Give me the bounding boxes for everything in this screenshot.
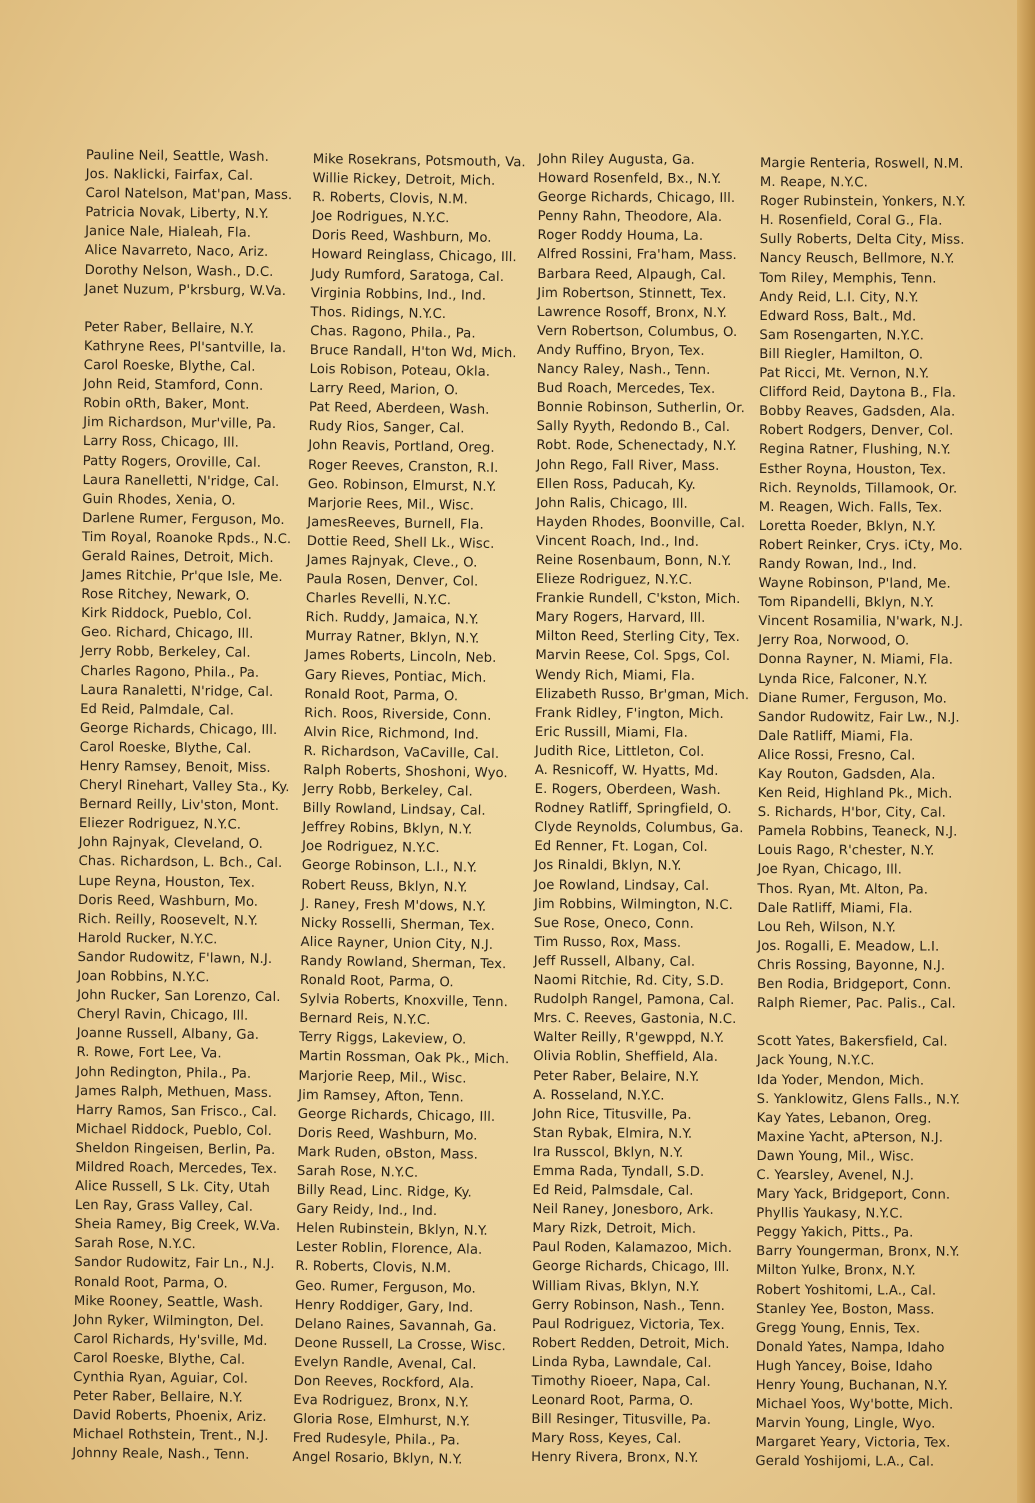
- list-item: Gerry Robinson, Nash., Tenn.: [531, 1297, 726, 1314]
- list-item: Joe Rowland, Lindsay, Cal.: [534, 877, 710, 894]
- list-item: Roger Rubinstein, Yonkers, N.Y.: [759, 194, 966, 210]
- list-item: Mary Yack, Bridgeport, Conn.: [756, 1187, 951, 1203]
- list-item: Robt. Rode, Schenectady, N.Y.: [536, 438, 737, 455]
- list-item: John Rice, Titusville, Pa.: [532, 1106, 692, 1123]
- list-item: Joe Ryan, Chicago, Ill.: [757, 862, 902, 878]
- list-item: Rudolph Rangel, Pamona, Cal.: [533, 992, 735, 1009]
- list-item: Alice Rossi, Fresno, Cal.: [757, 747, 916, 764]
- list-item: Judy Rumford, Saratoga, Cal.: [310, 266, 505, 285]
- list-item: Robert Yoshitomi, L.A., Cal.: [756, 1282, 937, 1299]
- list-item: Margie Renteria, Roswell, N.M.: [759, 155, 964, 172]
- group-spacer: [84, 299, 320, 321]
- list-item: Geo. Rumer, Ferguson, Mo.: [295, 1278, 476, 1297]
- list-item: Loretta Roeder, Bklyn, N.Y.: [758, 518, 937, 535]
- list-item: Roger Roddy Houma, La.: [537, 228, 704, 245]
- list-item: Kirk Riddock, Pueblo, Col.: [81, 606, 253, 624]
- list-item: Dawn Young, Mil., Wisc.: [756, 1148, 915, 1165]
- list-item: Peggy Yakich, Pitts., Pa.: [756, 1225, 914, 1241]
- list-item: Gerald Raines, Detroit, Mich.: [81, 548, 274, 566]
- list-item: Elizabeth Russo, Br'gman, Mich.: [535, 686, 750, 703]
- list-item: Jos Rinaldi, Bklyn, N.Y.: [534, 858, 682, 875]
- list-item: Olivia Roblin, Sheffield, Ala.: [533, 1049, 719, 1066]
- list-item: Howard Rosenfeld, Bx., N.Y.: [537, 171, 722, 188]
- list-item: Gary Rieves, Pontiac, Mich.: [304, 667, 487, 686]
- list-item: Wayne Robinson, P'land, Me.: [758, 576, 951, 592]
- list-item: Robert Reinker, Crys. iCty, Mo.: [758, 537, 963, 554]
- list-item: Nancy Raley, Nash., Tenn.: [536, 362, 711, 378]
- list-item: Evelyn Randle, Avenal, Cal.: [293, 1354, 477, 1373]
- list-item: Hayden Rhodes, Boonville, Cal.: [536, 514, 746, 531]
- list-item: Janice Nale, Hialeah, Fla.: [85, 224, 252, 242]
- list-item: Ida Yoder, Mendon, Mich.: [756, 1072, 925, 1089]
- list-item: Mike Rosekrans, Potsmouth, Va.: [312, 151, 526, 171]
- list-item: Alice Rayner, Union City, N.J.: [300, 934, 494, 953]
- list-item: Judith Rice, Littleton, Col.: [534, 743, 705, 760]
- list-item: Rich. Roos, Riverside, Conn.: [304, 705, 492, 724]
- list-item: George Richards, Chicago, Ill.: [532, 1259, 730, 1276]
- list-item: Henry Rivera, Bronx, N.Y.: [531, 1450, 699, 1467]
- list-item: Emma Rada, Tyndall, S.D.: [532, 1163, 705, 1180]
- list-item: Ed Renner, Ft. Logan, Col.: [534, 839, 708, 856]
- list-item: Jerry Robb, Berkeley, Cal.: [302, 782, 474, 800]
- list-item: Ben Rodia, Bridgeport, Conn.: [757, 977, 952, 993]
- list-item: Ellen Ross, Paducah, Ky.: [536, 476, 696, 493]
- list-item: Regina Ratner, Flushing, N.Y.: [758, 442, 951, 459]
- list-item: R. Rowe, Fort Lee, Va.: [76, 1045, 222, 1062]
- list-item: R. Roberts, Clovis, N.M.: [295, 1259, 452, 1277]
- list-item: Naomi Ritchie, Rd. City, S.D.: [533, 973, 725, 990]
- list-item: Harold Rucker, N.Y.C.: [77, 930, 218, 948]
- list-item: Charles Ragono, Phila., Pa.: [80, 663, 260, 681]
- list-item: Carol Roeske, Blythe, Cal.: [83, 358, 256, 375]
- list-item: Carol Roeske, Blythe, Cal.: [73, 1350, 246, 1368]
- list-item: John Reavis, Portland, Oreg.: [308, 438, 495, 457]
- list-item: Len Ray, Grass Valley, Cal.: [74, 1198, 254, 1215]
- list-item: Ronald Root, Parma, O.: [304, 686, 459, 704]
- list-item: Frankie Rundell, C'kston, Mich.: [535, 591, 741, 608]
- list-item: Michael Yoos, Wy'botte, Mich.: [755, 1397, 954, 1413]
- list-item: Laura Ranelletti, N'ridge, Cal.: [82, 472, 280, 490]
- list-item: Sandor Rudowitz, F'lawn, N.J.: [77, 949, 273, 967]
- list-item: Mary Rogers, Harvard, Ill.: [535, 610, 706, 627]
- list-item: Janet Nuzum, P'krsburg, W.Va.: [84, 281, 287, 299]
- list-item: A. Rosseland, N.Y.C.: [533, 1087, 665, 1104]
- list-item: Bill Riegler, Hamilton, O.: [759, 346, 924, 363]
- list-item: Jerry Roa, Norwood, O.: [758, 633, 910, 649]
- list-item: Andy Reid, L.I. City, N.Y.: [759, 289, 919, 306]
- list-item: John Redington, Phila., Pa.: [76, 1064, 252, 1082]
- list-item: Jeff Russell, Albany, Cal.: [533, 953, 696, 970]
- list-item: Mary Ross, Keyes, Cal.: [531, 1431, 682, 1448]
- list-item: Rose Ritchey, Newark, O.: [81, 587, 250, 604]
- list-item: Paul Roden, Kalamazoo, Mich.: [532, 1240, 733, 1257]
- list-item: Henry Young, Buchanan, N.Y.: [755, 1377, 948, 1394]
- list-item: Sandor Rudowitz, Fair Ln., N.J.: [74, 1255, 275, 1273]
- list-item: Sarah Rose, N.Y.C.: [296, 1163, 419, 1181]
- list-item: Eric Russill, Miami, Fla.: [534, 724, 688, 741]
- list-item: Penny Rahn, Theodore, Ala.: [537, 209, 723, 226]
- list-item: Patricia Novak, Liberty, N.Y.: [85, 205, 269, 223]
- list-item: Mike Rooney, Seattle, Wash.: [73, 1293, 264, 1311]
- list-item: Andy Ruffino, Bryon, Tex.: [536, 342, 705, 359]
- list-item: Larry Ross, Chicago, Ill.: [82, 434, 240, 452]
- list-item: Bernard Reis, N.Y.C.: [299, 1011, 431, 1029]
- list-item: Bobby Reaves, Gadsden, Ala.: [759, 404, 956, 420]
- list-item: Michael Riddock, Pueblo, Col.: [75, 1121, 273, 1139]
- list-item: Geo. Robinson, Elmurst, N.Y.: [307, 476, 497, 495]
- list-item: J. Raney, Fresh M'dows, N.Y.: [301, 896, 487, 915]
- list-item: Peter Raber, Bellaire, N.Y.: [72, 1389, 243, 1406]
- list-item: Carol Natelson, Mat'pan, Mass.: [85, 186, 293, 204]
- list-item: John Rajnyak, Cleveland, O.: [78, 835, 264, 853]
- list-item: Eliezer Rodriguez, N.Y.C.: [78, 816, 242, 833]
- list-item: Margaret Yeary, Victoria, Tex.: [755, 1435, 951, 1451]
- list-item: Martin Rossman, Oak Pk., Mich.: [298, 1049, 510, 1068]
- list-item: Sarah Rose, N.Y.C.: [74, 1236, 196, 1253]
- list-item: Cynthia Ryan, Aguiar, Col.: [73, 1369, 249, 1387]
- list-item: Ed Reid, Palmdale, Cal.: [80, 701, 235, 719]
- list-item: Mrs. C. Reeves, Gastonia, N.C.: [533, 1011, 737, 1028]
- list-item: Joe Rodrigues, N.Y.C.: [311, 209, 450, 227]
- list-item: Murray Ratner, Bklyn, N.Y.: [305, 629, 480, 648]
- list-item: JamesReeves, Burnell, Fla.: [307, 514, 484, 533]
- list-item: Rich. Reynolds, Tillamook, Or.: [758, 480, 958, 497]
- list-item: Tom Riley, Memphis, Tenn.: [759, 270, 937, 287]
- list-item: Bruce Randall, H'ton Wd, Mich.: [309, 342, 517, 362]
- list-item: Charles Revelli, N.Y.C.: [305, 591, 452, 609]
- list-item: Sheia Ramey, Big Creek, W.Va.: [74, 1217, 281, 1235]
- list-item: Robin oRth, Baker, Mont.: [83, 396, 250, 413]
- list-item: S. Yanklowitz, Glens Falls., N.Y.: [756, 1091, 961, 1108]
- list-item: Howard Reinglass, Chicago, Ill.: [311, 247, 517, 266]
- list-item: Vincent Rosamilia, N'wark, N.J.: [758, 614, 964, 630]
- list-item: Sandor Rudowitz, Fair Lw., N.J.: [758, 709, 960, 726]
- list-item: George Richards, Chicago, Ill.: [537, 190, 736, 207]
- list-item: Cheryl Ravin, Chicago, Ill.: [76, 1007, 249, 1024]
- list-item: Sue Rose, Oneco, Conn.: [533, 915, 694, 932]
- list-item: Rodney Ratliff, Springfield, O.: [534, 801, 732, 818]
- list-item: M. Reape, N.Y.C.: [759, 175, 868, 191]
- list-item: Ronald Root, Parma, O.: [299, 972, 454, 991]
- list-item: C. Yearsley, Avenel, N.J.: [756, 1167, 915, 1184]
- list-item: Walter Reilly, R'gewppd, N.Y.: [533, 1030, 725, 1047]
- list-item: Geo. Richard, Chicago, Ill.: [80, 625, 254, 643]
- name-column-4: [755, 154, 996, 1472]
- list-item: Tim Royal, Roanoke Rpds., N.C.: [81, 529, 292, 548]
- list-item: Elieze Rodriguez, N.Y.C.: [535, 572, 693, 588]
- list-item: John Reid, Stamford, Conn.: [83, 377, 264, 394]
- list-item: Gregg Young, Ennis, Tex.: [755, 1320, 921, 1337]
- list-item: Sheldon Ringeisen, Berlin, Pa.: [75, 1140, 276, 1158]
- list-item: Chas. Ragono, Phila., Pa.: [310, 323, 476, 342]
- list-item: Kay Yates, Lebanon, Oreg.: [756, 1110, 932, 1127]
- list-item: Jack Young, N.Y.C.: [756, 1053, 875, 1069]
- list-item: Joe Rodriguez, N.Y.C.: [301, 839, 440, 857]
- list-item: Milton Yulke, Bronx, N.Y.: [756, 1263, 916, 1279]
- list-item: Linda Ryba, Lawndale, Cal.: [531, 1354, 712, 1371]
- list-item: James Ralph, Methuen, Mass.: [76, 1083, 273, 1101]
- list-item: Nicky Rosselli, Sherman, Tex.: [300, 915, 496, 934]
- list-item: John Rucker, San Lorenzo, Cal.: [77, 988, 281, 1006]
- list-item: John Rego, Fall River, Mass.: [536, 457, 720, 474]
- list-item: Peter Raber, Bellaire, N.Y.: [84, 319, 255, 337]
- list-item: James Ritchie, Pr'que Isle, Me.: [81, 568, 283, 586]
- list-item: Lois Robison, Poteau, Okla.: [309, 362, 491, 380]
- list-item: Phyllis Yaukasy, N.Y.C.: [756, 1206, 904, 1222]
- list-item: Hugh Yancey, Boise, Idaho: [755, 1358, 933, 1375]
- list-item: Clifford Reid, Daytona B., Fla.: [759, 385, 957, 401]
- list-item: Jim Ramsey, Afton, Tenn.: [298, 1087, 465, 1106]
- list-item: Edward Ross, Balt., Md.: [759, 308, 917, 325]
- list-item: Ed Reid, Palmsdale, Cal.: [532, 1183, 694, 1199]
- list-item: Tim Russo, Rox, Mass.: [533, 934, 682, 951]
- list-item: Robert Rodgers, Denver, Col.: [759, 423, 954, 439]
- list-item: James Rajnyak, Cleve., O.: [306, 552, 478, 571]
- list-item: John Ryker, Wilmington, Del.: [73, 1312, 265, 1330]
- list-item: Mildred Roach, Mercedes, Tex.: [75, 1159, 278, 1178]
- list-item: Jerry Robb, Berkeley, Cal.: [80, 644, 251, 662]
- list-item: Larry Reed, Marion, O.: [309, 381, 459, 399]
- list-item: Marvin Young, Lingle, Wyo.: [755, 1416, 936, 1432]
- list-item: R. Roberts, Clovis, N.M.: [312, 190, 469, 208]
- list-item: Robert Redden, Detroit, Mich.: [531, 1335, 730, 1352]
- list-item: Rich. Ruddy, Jamaica, N.Y.: [305, 610, 479, 628]
- list-item: George Richards, Chicago, Ill.: [297, 1106, 496, 1125]
- list-item: Jim Robertson, Stinnett, Tex.: [537, 285, 727, 302]
- list-item: Johnny Reale, Nash., Tenn.: [72, 1446, 250, 1464]
- list-item: Neil Raney, Jonesboro, Ark.: [532, 1202, 714, 1219]
- list-item: Paul Rodriguez, Victoria, Tex.: [531, 1316, 725, 1333]
- list-item: Doris Reed, Washburn, Mo.: [297, 1125, 478, 1144]
- list-item: Sully Roberts, Delta City, Miss.: [759, 232, 965, 249]
- list-item: Virginia Robbins, Ind., Ind.: [310, 285, 487, 304]
- list-item: Ralph Roberts, Shoshoni, Wyo.: [303, 762, 508, 782]
- list-item: A. Resnicoff, W. Hyatts, Md.: [534, 762, 719, 779]
- list-item: Kay Routon, Gadsden, Ala.: [757, 766, 936, 783]
- list-item: Billy Rowland, Lindsay, Cal.: [302, 801, 486, 819]
- list-item: Gerald Yoshijomi, L.A., Cal.: [755, 1454, 935, 1470]
- list-item: Stanley Yee, Boston, Mass.: [755, 1301, 935, 1318]
- list-item: Dorothy Nelson, Wash., D.C.: [84, 262, 274, 280]
- list-item: Laura Ranaletti, N'ridge, Cal.: [80, 682, 274, 700]
- list-item: Leonard Root, Parma, O.: [531, 1393, 694, 1409]
- list-item: Joanne Russell, Albany, Ga.: [76, 1026, 260, 1044]
- list-item: Sam Rosengarten, N.Y.C.: [759, 327, 925, 344]
- list-item: Helen Rubinstein, Bklyn, N.Y.: [295, 1221, 488, 1240]
- list-item: Don Reeves, Rockford, Ala.: [293, 1373, 475, 1392]
- list-item: Gary Reidy, Ind., Ind.: [296, 1202, 438, 1220]
- list-item: Alice Navarreto, Naco, Ariz.: [84, 243, 269, 261]
- list-item: Angel Rosario, Bklyn, N.Y.: [292, 1450, 463, 1468]
- list-item: Scott Yates, Bakersfield, Cal.: [756, 1034, 948, 1050]
- list-item: Doris Reed, Washburn, Mo.: [78, 892, 259, 910]
- list-item: Robert Reuss, Bklyn, N.Y.: [301, 877, 468, 896]
- list-item: Jim Richardson, Mur'ville, Pa.: [83, 415, 277, 433]
- list-item: Henry Ramsey, Benoit, Miss.: [79, 758, 271, 776]
- list-item: Diane Rumer, Ferguson, Mo.: [758, 690, 947, 707]
- list-item: Ira Russcol, Bklyn, N.Y.: [532, 1144, 684, 1161]
- list-item: Gloria Rose, Elmhurst, N.Y.: [292, 1412, 471, 1430]
- list-item: Mark Ruden, oBston, Mass.: [297, 1144, 479, 1163]
- list-item: Frank Ridley, F'ington, Mich.: [535, 705, 724, 722]
- list-item: David Roberts, Phoenix, Ariz.: [72, 1408, 267, 1426]
- list-item: Dottie Reed, Shell Lk., Wisc.: [306, 533, 495, 552]
- list-item: Bill Resinger, Titusville, Pa.: [531, 1412, 712, 1429]
- list-item: Fred Rudesyle, Phila., Pa.: [292, 1431, 461, 1449]
- list-item: Eva Rodriguez, Bronx, N.Y.: [293, 1392, 470, 1411]
- list-item: Chris Rossing, Bayonne, N.J.: [757, 957, 946, 974]
- list-item: Randy Rowan, Ind., Ind.: [758, 556, 917, 573]
- list-item: George Richards, Chicago, Ill.: [79, 720, 278, 738]
- list-item: Esther Royna, Houston, Tex.: [758, 461, 947, 478]
- list-item: Peter Raber, Belaire, N.Y.: [533, 1068, 700, 1085]
- list-item: Bonnie Robinson, Sutherlin, Or.: [536, 400, 745, 417]
- list-item: Bernard Reilly, Liv'ston, Mont.: [79, 797, 280, 815]
- list-item: Henry Roddiger, Gary, Ind.: [294, 1297, 474, 1316]
- list-item: E. Rogers, Oberdeen, Wash.: [534, 782, 721, 799]
- list-item: Randy Rowland, Sherman, Tex.: [300, 953, 507, 973]
- list-item: Lynda Rice, Falconer, N.Y.: [758, 671, 928, 688]
- list-item: Louis Rago, R'chester, N.Y.: [757, 843, 935, 859]
- list-item: H. Rosenfield, Coral G., Fla.: [759, 213, 943, 229]
- list-item: Lester Roblin, Florence, Ala.: [295, 1240, 483, 1259]
- list-item: Alvin Rice, Richmond, Ind.: [303, 724, 480, 743]
- list-item: Marvin Reese, Col. Spgs, Col.: [535, 648, 731, 665]
- list-item: Bud Roach, Mercedes, Tex.: [536, 381, 716, 398]
- list-item: Jim Robbins, Wilmington, N.C.: [534, 896, 733, 913]
- list-item: Deone Russell, La Crosse, Wisc.: [294, 1335, 506, 1354]
- list-item: Clyde Reynolds, Columbus, Ga.: [534, 820, 744, 837]
- list-item: Ralph Riemer, Pac. Palis., Cal.: [757, 996, 956, 1012]
- list-item: Patty Rogers, Oroville, Cal.: [82, 453, 262, 471]
- list-item: John Ralis, Chicago, Ill.: [536, 495, 688, 512]
- list-item: Carol Richards, Hy'sville, Md.: [73, 1331, 268, 1349]
- list-item: Alfred Rossini, Fra'ham, Mass.: [537, 247, 737, 264]
- list-item: Nancy Reusch, Bellmore, N.Y.: [759, 251, 955, 268]
- list-item: Barry Youngerman, Bronx, N.Y.: [756, 1244, 960, 1261]
- list-item: Lupe Reyna, Houston, Tex.: [78, 873, 256, 891]
- list-item: Guin Rhodes, Xenia, O.: [82, 491, 236, 509]
- list-item: R. Richardson, VaCaville, Cal.: [303, 743, 500, 762]
- list-item: Roger Reeves, Cranston, R.I.: [307, 457, 499, 476]
- list-item: Wendy Rich, Miami, Fla.: [535, 667, 696, 684]
- name-column-2: [292, 150, 549, 1471]
- list-item: George Robinson, L.I., N.Y.: [301, 858, 478, 877]
- list-item: James Roberts, Lincoln, Neb.: [304, 648, 497, 667]
- list-item: Jos. Naklicki, Fairfax, Cal.: [85, 167, 254, 184]
- list-item: Vern Robertson, Columbus, O.: [537, 323, 738, 340]
- list-item: Carol Roeske, Blythe, Cal.: [79, 739, 252, 757]
- list-item: Marjorie Rees, Mil., Wisc.: [307, 495, 475, 514]
- list-item: Vincent Roach, Ind., Ind.: [535, 533, 700, 550]
- list-item: Terry Riggs, Lakeview, O.: [298, 1030, 467, 1048]
- list-item: Billy Read, Linc. Ridge, Ky.: [296, 1182, 472, 1201]
- list-item: Willie Rickey, Detroit, Mich.: [312, 171, 496, 189]
- list-item: Thos. Ridings, N.Y.C.: [310, 304, 447, 322]
- list-item: Dale Ratliff, Miami, Fla.: [757, 728, 914, 745]
- list-item: Delano Raines, Savannah, Ga.: [294, 1316, 497, 1335]
- list-item: S. Richards, H'bor, City, Cal.: [757, 805, 946, 821]
- list-item: M. Reagen, Wich. Falls, Tex.: [758, 499, 943, 516]
- name-column-3: [531, 150, 774, 1469]
- list-item: Doris Reed, Washburn, Mo.: [311, 228, 492, 247]
- list-item: Dale Ratliff, Miami, Fla.: [757, 900, 913, 917]
- list-item: Pamela Robbins, Teaneck, N.J.: [757, 824, 958, 840]
- list-item: Rich. Reilly, Roosevelt, N.Y.: [77, 911, 259, 929]
- list-item: Ronald Root, Parma, O.: [74, 1274, 228, 1292]
- list-item: Pauline Neil, Seattle, Wash.: [85, 147, 270, 165]
- list-item: William Rivas, Bklyn, N.Y.: [532, 1278, 700, 1295]
- list-item: Lawrence Rosoff, Bronx, N.Y.: [537, 304, 728, 321]
- list-item: Harry Ramos, San Frisco., Cal.: [75, 1102, 278, 1120]
- group-spacer: [757, 1013, 993, 1033]
- list-item: Sylvia Roberts, Knoxville, Tenn.: [299, 992, 509, 1011]
- list-item: Paula Rosen, Denver, Col.: [306, 572, 479, 590]
- list-item: Maxine Yacht, aPterson, N.J.: [756, 1129, 944, 1146]
- list-item: Donna Rayner, N. Miami, Fla.: [758, 652, 954, 669]
- page-spine-shadow: [1017, 0, 1035, 1503]
- list-item: Sally Ryyth, Redondo B., Cal.: [536, 419, 731, 436]
- list-item: Michael Rothstein, Trent., N.J.: [72, 1427, 269, 1445]
- list-item: Thos. Ryan, Mt. Alton, Pa.: [757, 881, 929, 898]
- list-item: Alice Russell, S Lk. City, Utah: [75, 1179, 271, 1197]
- list-item: John Riley Augusta, Ga.: [537, 151, 695, 168]
- list-item: Pat Ricci, Mt. Vernon, N.Y.: [759, 366, 930, 382]
- list-item: Tom Ripandelli, Bklyn, N.Y.: [758, 595, 935, 611]
- list-item: Reine Rosenbaum, Bonn, N.Y.: [535, 552, 732, 569]
- list-item: Chas. Richardson, L. Bch., Cal.: [78, 854, 283, 872]
- list-item: Marjorie Reep, Mil., Wisc.: [298, 1068, 467, 1087]
- list-item: Pat Reed, Aberdeen, Wash.: [308, 400, 490, 419]
- list-item: Jos. Rogalli, E. Meadow, L.I.: [757, 938, 940, 955]
- list-item: Milton Reed, Sterling City, Tex.: [535, 629, 740, 646]
- list-item: Mary Rizk, Detroit, Mich.: [532, 1221, 697, 1238]
- list-item: Cheryl Rinehart, Valley Sta., Ky.: [79, 778, 290, 796]
- list-item: Barbara Reed, Alpaugh, Cal.: [537, 266, 727, 283]
- name-column-1: [72, 146, 322, 1466]
- list-item: Timothy Rioeer, Napa, Cal.: [531, 1373, 711, 1390]
- list-item: Donald Yates, Nampa, Idaho: [755, 1339, 945, 1356]
- list-item: Jeffrey Robins, Bklyn, N.Y.: [302, 820, 473, 838]
- list-item: Joan Robbins, N.Y.C.: [77, 968, 210, 986]
- list-item: Ken Reid, Highland Pk., Mich.: [757, 786, 953, 802]
- list-item: Stan Rybak, Elmira, N.Y.: [532, 1125, 693, 1142]
- list-item: Lou Reh, Wilson, N.Y.: [757, 919, 896, 936]
- list-item: Rudy Rios, Sanger, Cal.: [308, 419, 465, 437]
- list-item: Darlene Rumer, Ferguson, Mo.: [82, 510, 285, 528]
- list-item: Kathryne Rees, Pl'santville, Ia.: [83, 338, 287, 357]
